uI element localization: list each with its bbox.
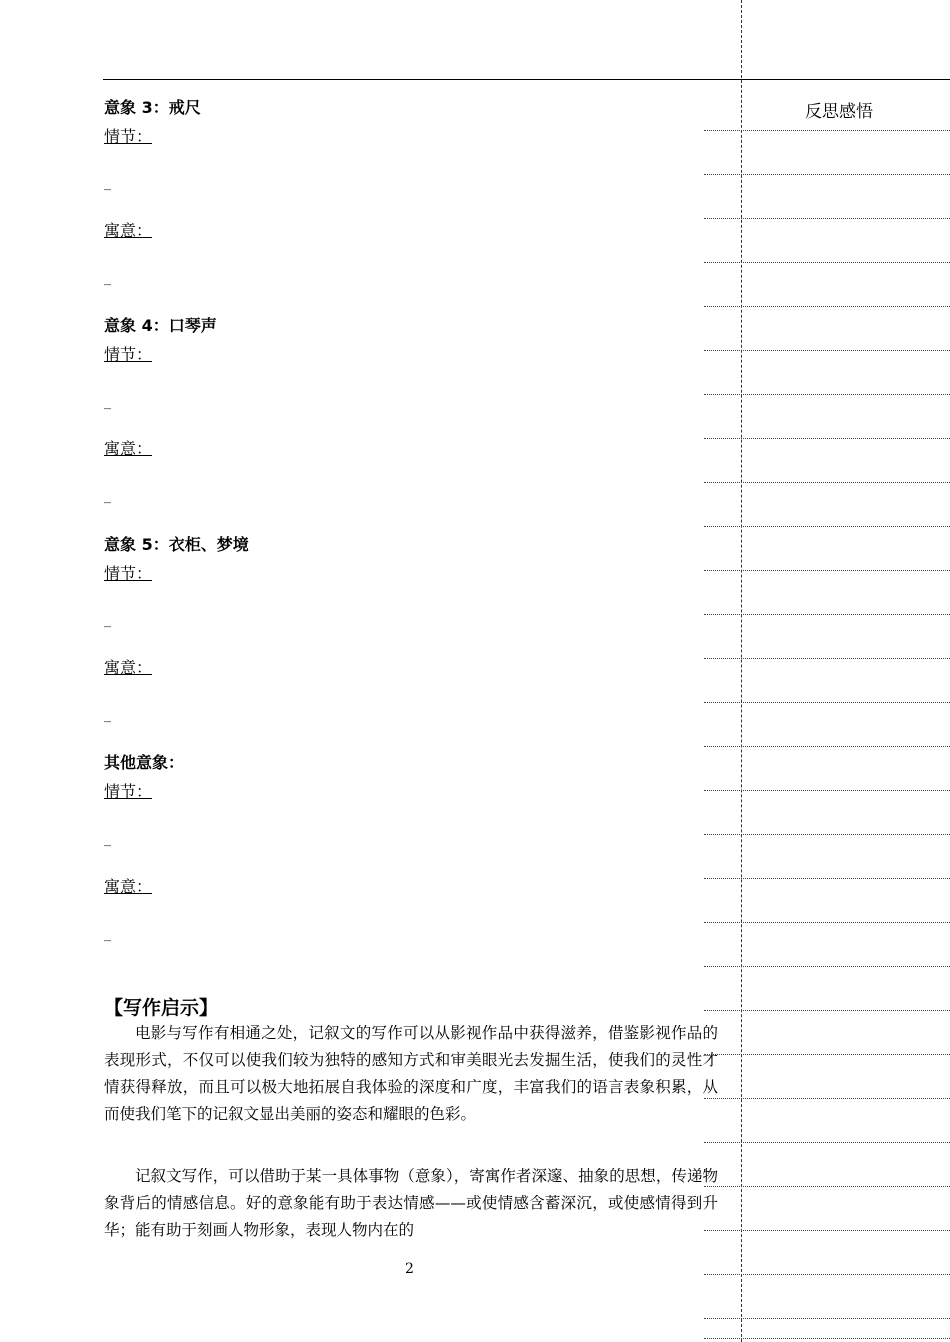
margin-divider (741, 0, 742, 1342)
image-4-plot-label: 情节： (104, 345, 153, 364)
image-3-meaning-blank: _ (104, 270, 111, 286)
image-4-plot-blank: _ (104, 394, 111, 410)
other-images-meaning-blank: _ (104, 926, 111, 942)
image-4-title: 意象 4：口琴声 (104, 316, 217, 335)
other-images-plot-label: 情节： (104, 782, 153, 801)
image-3-plot-blank: _ (104, 175, 111, 191)
page-number: 2 (405, 1261, 414, 1277)
other-images-plot-blank: _ (104, 831, 111, 847)
image-5-plot-label: 情节： (104, 564, 153, 583)
image-5-meaning-blank: _ (104, 707, 111, 723)
writing-tips-paragraph-2: 记叙文写作，可以借助于某一具体事物（意象），寄寓作者深邃、抽象的思想，传递物象背后的情感信息。好的意象能有助于表达情感——或使情感含蓄深沉，或使感情得到升华；能有助于刻画人物形象，表现人物内在的 (104, 1167, 718, 1239)
reflection-heading: 反思感悟 (805, 102, 873, 122)
image-5-title: 意象 5：衣柜、梦境 (104, 535, 249, 554)
other-images-meaning-label: 寓意： (104, 877, 153, 896)
image-3-title: 意象 3：戒尺 (104, 98, 201, 117)
writing-tips-heading: 【写作启示】 (104, 997, 219, 1019)
image-5-plot-blank: _ (104, 612, 111, 628)
image-3-meaning-label: 寓意： (104, 221, 153, 240)
image-3-plot-label: 情节： (104, 127, 153, 146)
image-5-meaning-label: 寓意： (104, 658, 153, 677)
header-rule (103, 79, 950, 80)
other-images-title: 其他意象： (104, 753, 185, 772)
writing-tips-paragraph-1: 电影与写作有相通之处，记叙文的写作可以从影视作品中获得滋养，借鉴影视作品的表现形式，不仅可以使我们较为独特的感知方式和审美眼光去发掘生活，使我们的灵性才情获得释放，而且可以极大地拓展自我体验的深度和广度，丰富我们的语言表象积累，从而使我们笔下的记叙文显出美丽的姿态和耀眼的色彩。 (104, 1024, 718, 1123)
image-4-meaning-label: 寓意： (104, 439, 153, 458)
image-4-meaning-blank: _ (104, 488, 111, 504)
